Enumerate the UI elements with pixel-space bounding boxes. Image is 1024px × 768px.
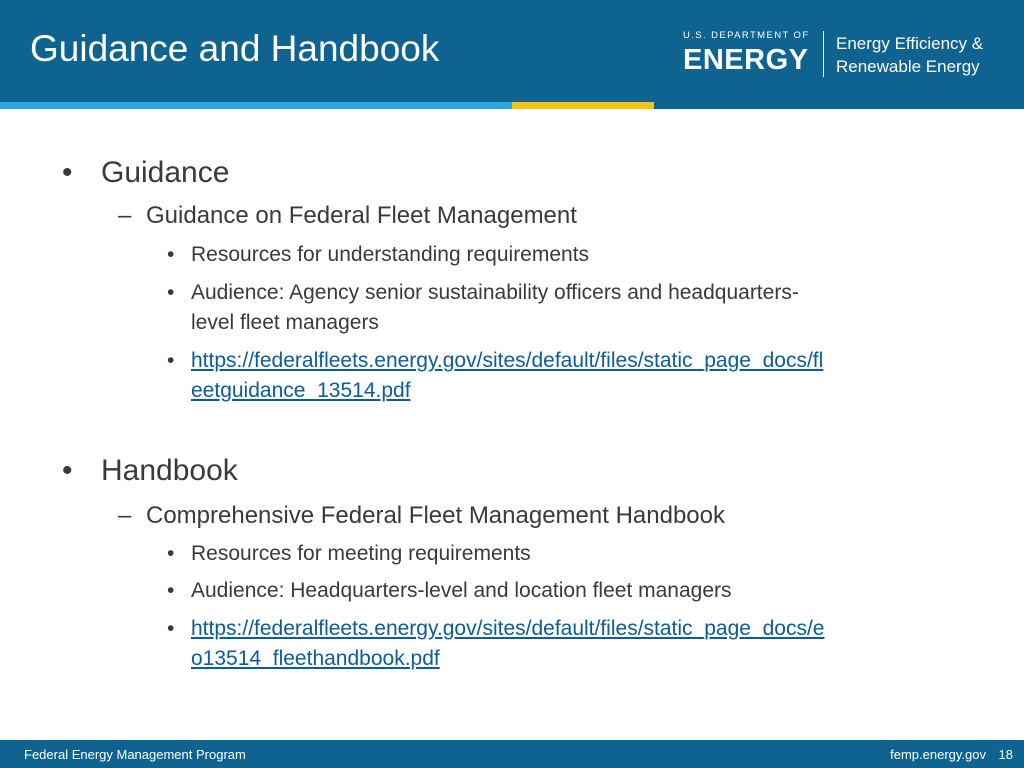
bullet-icon: •: [167, 617, 175, 640]
bullet-icon: •: [167, 579, 175, 602]
handbook-subheading: Comprehensive Federal Fleet Management Handbook: [146, 502, 725, 529]
office-name-line2: Renewable Energy: [836, 57, 980, 76]
handbook-pdf-link-line1[interactable]: https://federalfleets.energy.gov/sites/default/files/static_page_docs/e: [191, 617, 825, 640]
bullet-icon: •: [167, 349, 175, 372]
bullet-icon: •: [167, 542, 175, 565]
slide-title: Guidance and Handbook: [30, 28, 440, 69]
guidance-audience-line1: Audience: Agency senior sustainability officers and headquarters-: [191, 281, 799, 304]
bullet-icon: •: [167, 243, 175, 266]
handbook-resources: Resources for meeting requirements: [191, 542, 531, 565]
office-name-line1: Energy Efficiency &: [836, 34, 984, 53]
bullet-icon: •: [62, 454, 73, 487]
guidance-resources: Resources for understanding requirements: [191, 243, 590, 266]
handbook-pdf-link-line2[interactable]: o13514_fleethandbook.pdf: [191, 647, 440, 670]
slide-footer: [0, 740, 1024, 768]
guidance-heading: Guidance: [101, 156, 230, 189]
dash-icon: –: [118, 502, 132, 529]
handbook-heading: Handbook: [101, 454, 238, 487]
bullet-icon: •: [62, 156, 73, 189]
doe-logo-small-text: U.S. DEPARTMENT OF: [683, 30, 810, 41]
guidance-pdf-link-line2[interactable]: eetguidance_13514.pdf: [191, 379, 411, 402]
guidance-subheading: Guidance on Federal Fleet Management: [146, 202, 577, 229]
guidance-audience-line2: level fleet managers: [191, 311, 379, 334]
dash-icon: –: [118, 202, 132, 229]
page-number: 18: [998, 747, 1013, 762]
bullet-icon: •: [167, 281, 175, 304]
footer-program-name: Federal Energy Management Program: [24, 747, 246, 762]
doe-logo-energy-text: ENERGY: [683, 44, 809, 76]
handbook-audience: Audience: Headquarters-level and location fleet managers: [191, 579, 732, 602]
footer-url: femp.energy.gov: [890, 747, 986, 762]
guidance-pdf-link-line1[interactable]: https://federalfleets.energy.gov/sites/default/files/static_page_docs/fl: [191, 349, 824, 372]
